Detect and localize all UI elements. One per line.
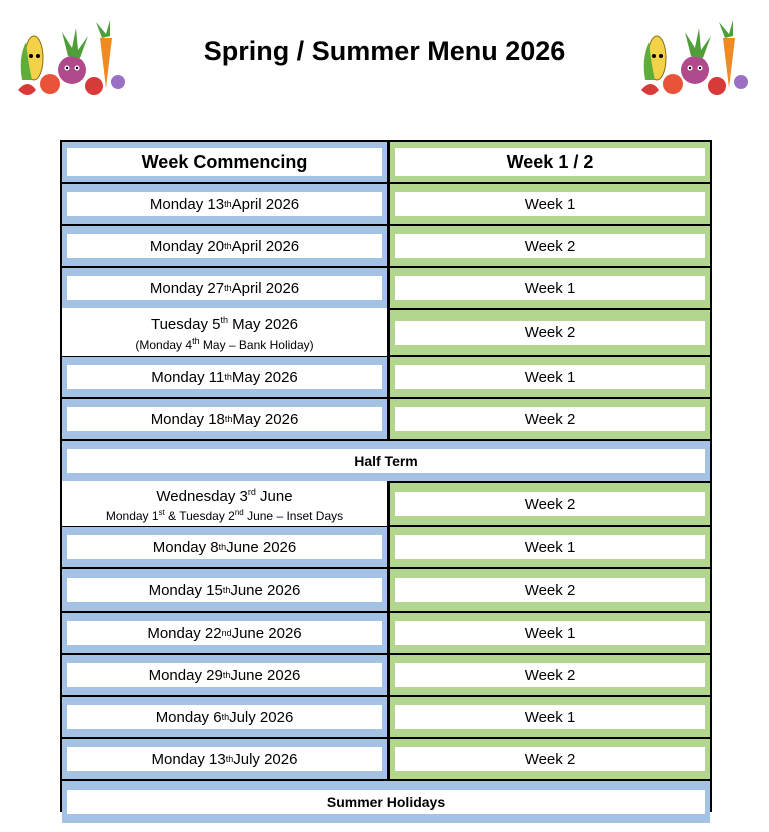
date-ordinal: st	[158, 507, 165, 517]
date-text: & Tuesday 2	[164, 508, 235, 523]
week-number-cell	[390, 399, 710, 439]
week-number-cell	[390, 268, 710, 308]
week-commencing-cell	[62, 655, 387, 695]
table-row	[62, 184, 710, 224]
date-ordinal: th	[224, 199, 232, 209]
date-ordinal: th	[192, 335, 200, 346]
table-row	[62, 527, 710, 567]
date-text: Monday 22	[147, 624, 222, 642]
header-week-number: Week 1 / 2	[395, 148, 705, 176]
table-row	[62, 357, 710, 397]
date-text: Monday 11	[151, 368, 225, 386]
date-ordinal: th	[224, 241, 232, 251]
table-row	[62, 739, 710, 779]
date-note-line	[106, 505, 343, 524]
week-commencing-cell	[62, 310, 387, 355]
week-commencing-date	[67, 276, 382, 300]
table-row	[62, 781, 710, 823]
week-commencing-date	[62, 308, 387, 356]
date-text: Monday 1	[105, 508, 159, 523]
table-row	[62, 613, 710, 653]
date-ordinal: th	[222, 670, 231, 680]
date-text: Monday 15	[148, 581, 223, 599]
week-commencing-date	[67, 407, 382, 431]
date-text-suffix: April 2026	[231, 279, 300, 297]
week-commencing-cell	[62, 226, 387, 266]
date-text: Monday 29	[148, 666, 223, 684]
week-commencing-date	[67, 621, 382, 645]
week-commencing-date	[67, 747, 382, 771]
date-ordinal: nd	[221, 628, 232, 638]
week-number-cell	[390, 310, 710, 355]
week-commencing-date	[67, 535, 382, 559]
date-text: Monday 13	[149, 195, 225, 213]
date-text: (Monday 4	[135, 337, 193, 352]
week-commencing-cell	[62, 268, 387, 308]
date-text-suffix: June	[255, 487, 293, 505]
week-commencing-cell	[62, 483, 387, 525]
date-ordinal: th	[220, 314, 228, 325]
table-row	[62, 226, 710, 266]
table-row	[62, 483, 710, 525]
date-ordinal: rd	[247, 486, 256, 497]
date-text: June – Inset Days	[243, 508, 344, 523]
menu-week-table	[60, 140, 712, 812]
week-number-value: Week 2	[395, 234, 705, 258]
week-number-value: Week 2	[395, 747, 705, 771]
date-main-line	[151, 312, 298, 333]
table-row	[62, 655, 710, 695]
date-text-suffix: May 2026	[231, 368, 298, 386]
date-text: Monday 18	[150, 410, 225, 428]
date-ordinal: th	[225, 754, 234, 764]
week-commencing-date	[67, 705, 382, 729]
date-main-line	[156, 484, 292, 505]
week-commencing-date	[67, 365, 382, 389]
full-width-cell	[62, 441, 710, 481]
full-width-cell	[62, 781, 710, 823]
week-number-cell	[390, 483, 710, 525]
break-label: Summer Holidays	[67, 790, 705, 814]
week-number-value: Week 2	[395, 407, 705, 431]
header-cell-week-number	[390, 142, 710, 182]
date-text-suffix: May – Bank Holiday)	[199, 337, 314, 352]
table-header-row	[62, 142, 710, 182]
date-ordinal: nd	[234, 507, 244, 517]
week-number-value: Week 2	[395, 492, 705, 516]
date-text-suffix: May 2026	[227, 315, 299, 333]
date-text-suffix: April 2026	[231, 237, 300, 255]
date-ordinal: th	[224, 283, 232, 293]
header-cell-week-commencing	[62, 142, 387, 182]
week-commencing-cell	[62, 357, 387, 397]
date-note-line	[135, 333, 313, 353]
week-number-value: Week 2	[395, 578, 705, 602]
table-row	[62, 399, 710, 439]
week-commencing-date	[67, 234, 382, 258]
week-commencing-cell	[62, 697, 387, 737]
week-number-cell	[390, 527, 710, 567]
week-commencing-cell	[62, 569, 387, 611]
week-commencing-cell	[62, 613, 387, 653]
week-number-cell	[390, 739, 710, 779]
week-commencing-date	[67, 578, 382, 602]
week-number-value: Week 1	[395, 535, 705, 559]
week-commencing-cell	[62, 527, 387, 567]
date-text: Tuesday 5	[150, 315, 221, 333]
week-number-cell	[390, 613, 710, 653]
date-text-suffix: April 2026	[231, 195, 300, 213]
vegetable-characters-icon	[14, 18, 126, 102]
date-ordinal: th	[221, 712, 230, 722]
week-number-value: Week 2	[395, 663, 705, 687]
table-row	[62, 697, 710, 737]
week-number-value: Week 1	[395, 192, 705, 216]
week-number-cell	[390, 226, 710, 266]
date-text-suffix: June 2026	[231, 624, 302, 642]
date-text: Monday 13	[151, 750, 226, 768]
date-ordinal: th	[224, 414, 233, 424]
week-commencing-date	[67, 192, 382, 216]
table-row	[62, 268, 710, 308]
week-number-cell	[390, 655, 710, 695]
week-number-cell	[390, 184, 710, 224]
date-ordinal: th	[218, 542, 227, 552]
table-row	[62, 441, 710, 481]
week-number-value: Week 1	[395, 621, 705, 645]
date-text: Wednesday 3	[156, 487, 248, 505]
week-number-value: Week 2	[395, 321, 705, 345]
week-number-value: Week 1	[395, 365, 705, 389]
table-row	[62, 569, 710, 611]
week-commencing-cell	[62, 399, 387, 439]
date-text-suffix: July 2026	[229, 708, 294, 726]
week-commencing-cell	[62, 184, 387, 224]
page-title: Spring / Summer Menu 2026	[203, 36, 566, 66]
date-text-suffix: June 2026	[230, 666, 301, 684]
date-text: Monday 8	[152, 538, 219, 556]
vegetable-characters-icon	[637, 18, 749, 102]
header-week-commencing: Week Commencing	[67, 148, 382, 176]
break-label: Half Term	[67, 449, 705, 473]
week-number-value: Week 1	[395, 705, 705, 729]
week-commencing-date	[67, 663, 382, 687]
week-commencing-date	[62, 481, 387, 526]
date-text-suffix: May 2026	[232, 410, 299, 428]
week-number-cell	[390, 569, 710, 611]
date-text-suffix: July 2026	[233, 750, 298, 768]
date-text: Monday 20	[149, 237, 225, 255]
week-number-cell	[390, 357, 710, 397]
table-row	[62, 310, 710, 355]
date-ordinal: th	[224, 372, 232, 382]
date-text: Monday 27	[149, 279, 225, 297]
date-text-suffix: June 2026	[230, 581, 301, 599]
date-text-suffix: June 2026	[226, 538, 297, 556]
week-number-cell	[390, 697, 710, 737]
week-number-value: Week 1	[395, 276, 705, 300]
date-text: Monday 6	[155, 708, 222, 726]
date-ordinal: th	[222, 585, 231, 595]
week-commencing-cell	[62, 739, 387, 779]
